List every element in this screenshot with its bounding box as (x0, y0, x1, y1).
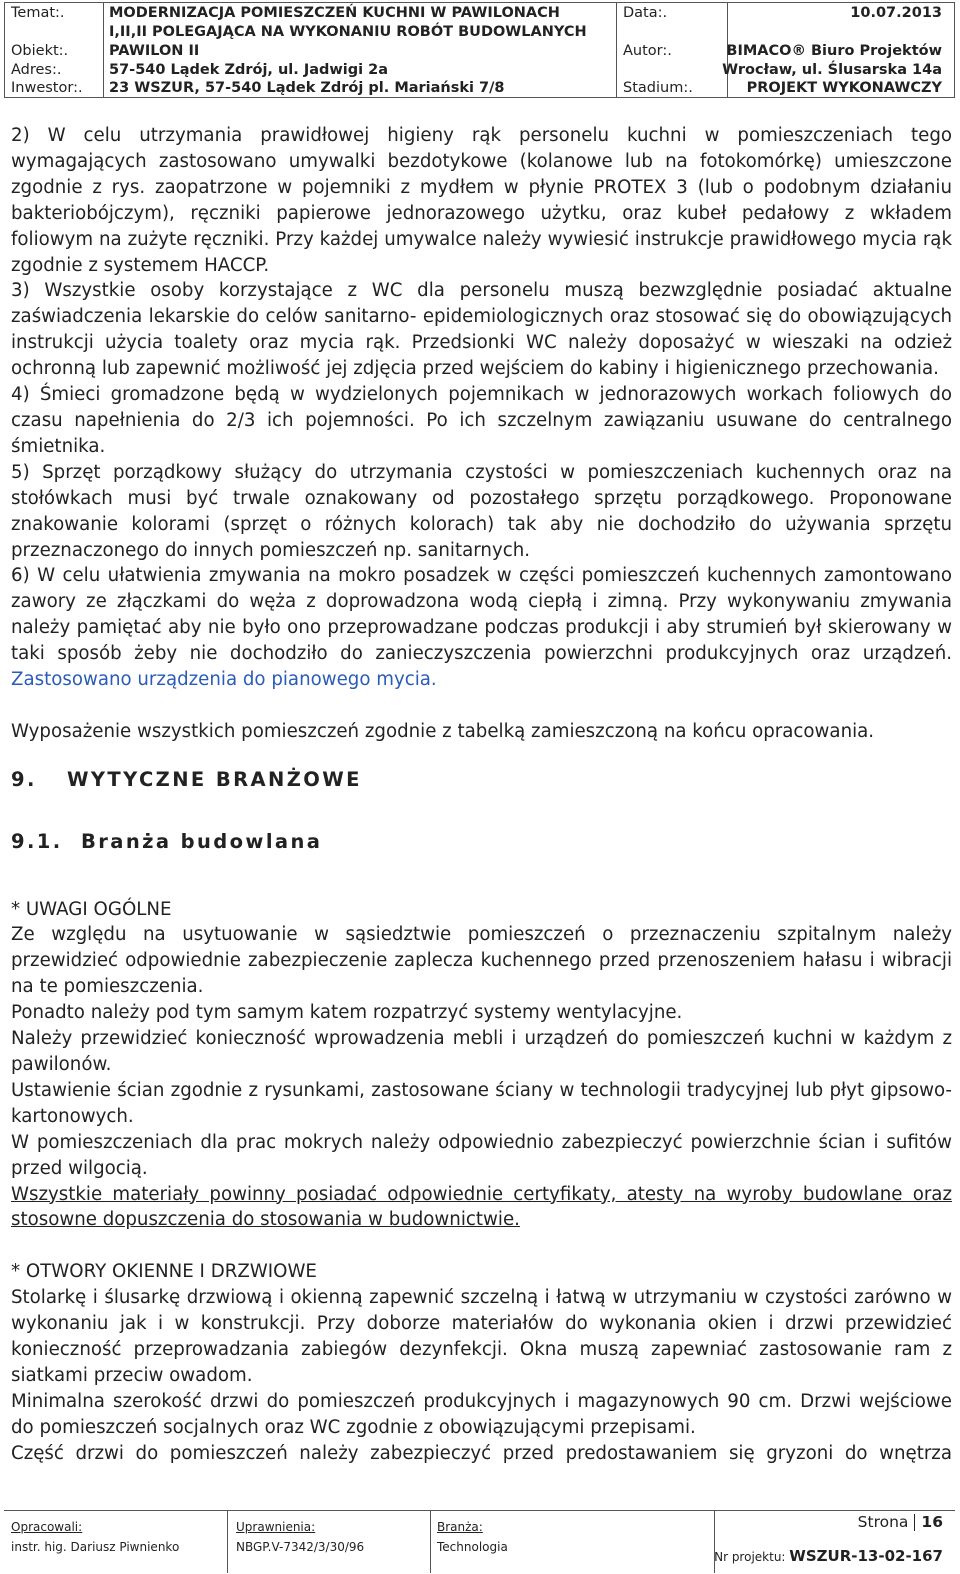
section-heading-9-1 (11, 829, 952, 855)
section-heading-9 (11, 767, 952, 793)
subsection-number: 9.1. (11, 829, 63, 853)
otwory-paragraph-1: Stolarkę i ślusarkę drzwiową i okienną zapewnić szczelną i łatwą w utrzymaniu w czystości zarówno w wykonaniu jak i w konstrukcji. Przy doborze materiałów do wykonania okien i drzwi przewidzieć konieczność przeprowadzania zabiegów dezynfekcji. Okna muszą zapewniać zastosowanie ram z siatkami przeciw owadom. (11, 1287, 952, 1386)
section-title: WYTYCZNE BRANŻOWE (67, 767, 362, 791)
uwagi-paragraph-5: W pomieszczeniach dla prac mokrych należy odpowiednio zabezpieczyć powierzchnie ścian i sufitów przed wilgocią. (11, 1131, 952, 1179)
paragraph-6-highlight: Zastosowano urządzenia do pianowego mycia. (11, 669, 437, 691)
paragraph-6 (11, 563, 952, 693)
branch-value: Technologia (437, 1540, 508, 1554)
temat-label: Temat:. (11, 5, 65, 21)
otwory-heading: * OTWORY OKIENNE I DRZWIOWE (11, 1261, 317, 1283)
footer-divider (227, 1511, 228, 1573)
paragraph-3: 3) Wszystkie osoby korzystające z WC dla personelu muszą bezwzględnie posiadać aktualne zaświadczenia lekarskie do celów sanitarno- epidemiologicznych oraz stosować się do obowiązujących instrukcji użycia toalety oraz mycia rąk. Przedsionki WC należy doposażyć w wieszaki na odzież ochronną lub zapewnić możliwość jej zdjęcia przed wejściem do kabiny i higienicznego przechowania. (11, 280, 952, 380)
otwory-paragraph-3: Część drzwi do pomieszczeń należy zabezpieczyć przed predostawaniem się gryzoni do wnętrza (11, 1442, 952, 1464)
autor-value-line2: Wrocław, ul. Ślusarska 14a (722, 62, 942, 78)
paragraph-6-text: 6) W celu ułatwienia zmywania na mokro posadzek w części pomieszczeń kuchennych zamontowano zawory ze złączkami do węża z doprowadzona wodą ciepłą i zimną. Przy wykonywaniu zmywania należy pamiętać aby nie było ono przeprowadzane podczas produkcji i aby strumień był skierowany w taki sposób żeby nie dochodziło do zanieczyszczenia powierzchni produkcyjnych oraz urządzeń. (11, 565, 952, 665)
project-value: WSZUR-13-02-167 (789, 1547, 943, 1565)
adres-value: 57-540 Lądek Zdrój, ul. Jadwigi 2a (109, 62, 389, 78)
footer-divider (430, 1511, 431, 1573)
permissions-label: Uprawnienia: (236, 1520, 316, 1534)
uwagi-paragraph-1: Ze względu na usytuowanie w sąsiedztwie pomieszczeń o przeznaczeniu szpitalnym należy przewidzieć odpowiednie zabezpieczenie zaplecza kuchennego przed przenoszeniem hałasu i wibracji na te pomieszczenia. (11, 924, 952, 998)
uwagi-paragraph-3: Należy przewidzieć konieczność wprowadzenia mebli i urządzeń do pomieszczeń kuchni w każdym z pawilonów. (11, 1028, 952, 1075)
paragraph-5: 5) Sprzęt porządkowy służący do utrzymania czystości w pomieszczeniach kuchennych oraz na stołówkach musi być trwale oznakowany od pozostałego sprzętu porządkowego. Proponowane znakowanie kolorami (sprzęt o różnych kolorach) tak aby nie dochodziło do używania sprzętu przeznaczonego do innych pomieszczeń np. sanitarnych. (11, 461, 952, 561)
inwestor-value: 23 WSZUR, 57-540 Lądek Zdrój pl. Mariański 7/8 (109, 80, 505, 96)
data-value: 10.07.2013 (850, 5, 942, 21)
uwagi-paragraph-4: Ustawienie ścian zgodnie z rysunkami, zastosowane ściany w technologii tradycyjnej lub płyt gipsowo- kartonowych. (11, 1079, 952, 1127)
project-label: Nr projektu: (714, 1550, 786, 1564)
header-table (4, 2, 955, 98)
temat-value-line1: MODERNIZACJA POMIESZCZEŃ KUCHNI W PAWILONACH (109, 5, 560, 21)
uwagi-heading: * UWAGI OGÓLNE (11, 898, 172, 920)
branch-label: Branża: (437, 1520, 483, 1534)
stadium-label: Stadium:. (623, 80, 693, 96)
paragraph-2: 2) W celu utrzymania prawidłowej higieny rąk personelu kuchni w pomieszczeniach tego wymagających zastosowano umywalki bezdotykowe (kolanowe lub na fotokomórkę) umieszczone zgodnie z rys. zaopatrzone w pojemniki z mydłem w płynie PROTEX 3 (lub o podobnym działaniu bakteriobójczym), ręczniki papierowe jednorazowego użytku, oraz kubeł pedałowy z wkładem foliowym na zużyte ręczniki. Przy każdej umywalce należy wywiesić instrukcje prawidłowego mycia rąk zgodnie z systemem HACCP. (11, 125, 952, 276)
otwory-paragraph-2: Minimalna szerokość drzwi do pomieszczeń produkcyjnych i magazynowych 90 cm. Drzwi wejściowe do pomieszczeń socjalnych oraz WC zgodnie z obowiązującymi przepisami. (11, 1390, 952, 1438)
paragraph-4: 4) Śmieci gromadzone będą w wydzielonych pojemnikach w jednorazowych workach foliowych do czasu napełnienia do 2/3 ich pojemności. Po ich szczelnym zawiązaniu usuwane do centralnego śmietnika. (11, 384, 952, 457)
footer-branch (437, 1517, 508, 1557)
footer-author (11, 1517, 179, 1557)
subsection-title: Branża budowlana (81, 829, 323, 853)
uwagi-paragraph-6: Wszystkie materiały powinny posiadać odpowiednie certyfikaty, atesty na wyroby budowlane oraz stosowne dopuszczenia do stosowania w budownictwie. (11, 1183, 952, 1231)
uwagi-paragraph-2: Ponadto należy pod tym samym katem rozpatrzyć systemy wentylacyjne. (11, 1002, 683, 1024)
section-number: 9. (11, 767, 37, 791)
header-divider (616, 3, 617, 97)
document-body (11, 123, 952, 1466)
project-number (714, 1547, 943, 1565)
footer-permissions (236, 1517, 364, 1557)
data-label: Data:. (623, 5, 668, 21)
permissions-value: NBGP.V-7342/3/30/96 (236, 1540, 365, 1554)
autor-label: Autor:. (623, 43, 672, 59)
autor-value-line1: BIMACO® Biuro Projektów (726, 43, 942, 59)
adres-label: Adres:. (11, 62, 62, 78)
page-label: Strona (857, 1513, 909, 1531)
author-value: instr. hig. Dariusz Piwnienko (11, 1540, 180, 1554)
page-value: 16 (921, 1513, 943, 1531)
header-divider (103, 3, 104, 97)
page-number (858, 1513, 943, 1531)
inwestor-label: Inwestor:. (11, 80, 83, 96)
author-label: Opracowali: (11, 1520, 83, 1534)
footer-table (4, 1510, 955, 1573)
obiekt-value: PAWILON II (109, 43, 200, 59)
obiekt-label: Obiekt:. (11, 43, 69, 59)
temat-value-line2: I,II,II POLEGAJĄCA NA WYKONANIU ROBÓT BUDOWLANYCH (109, 24, 587, 40)
stadium-value: PROJEKT WYKONAWCZY (746, 80, 942, 96)
equipment-note: Wyposażenie wszystkich pomieszczeń zgodnie z tabelką zamieszczoną na końcu opracowania. (11, 720, 875, 742)
